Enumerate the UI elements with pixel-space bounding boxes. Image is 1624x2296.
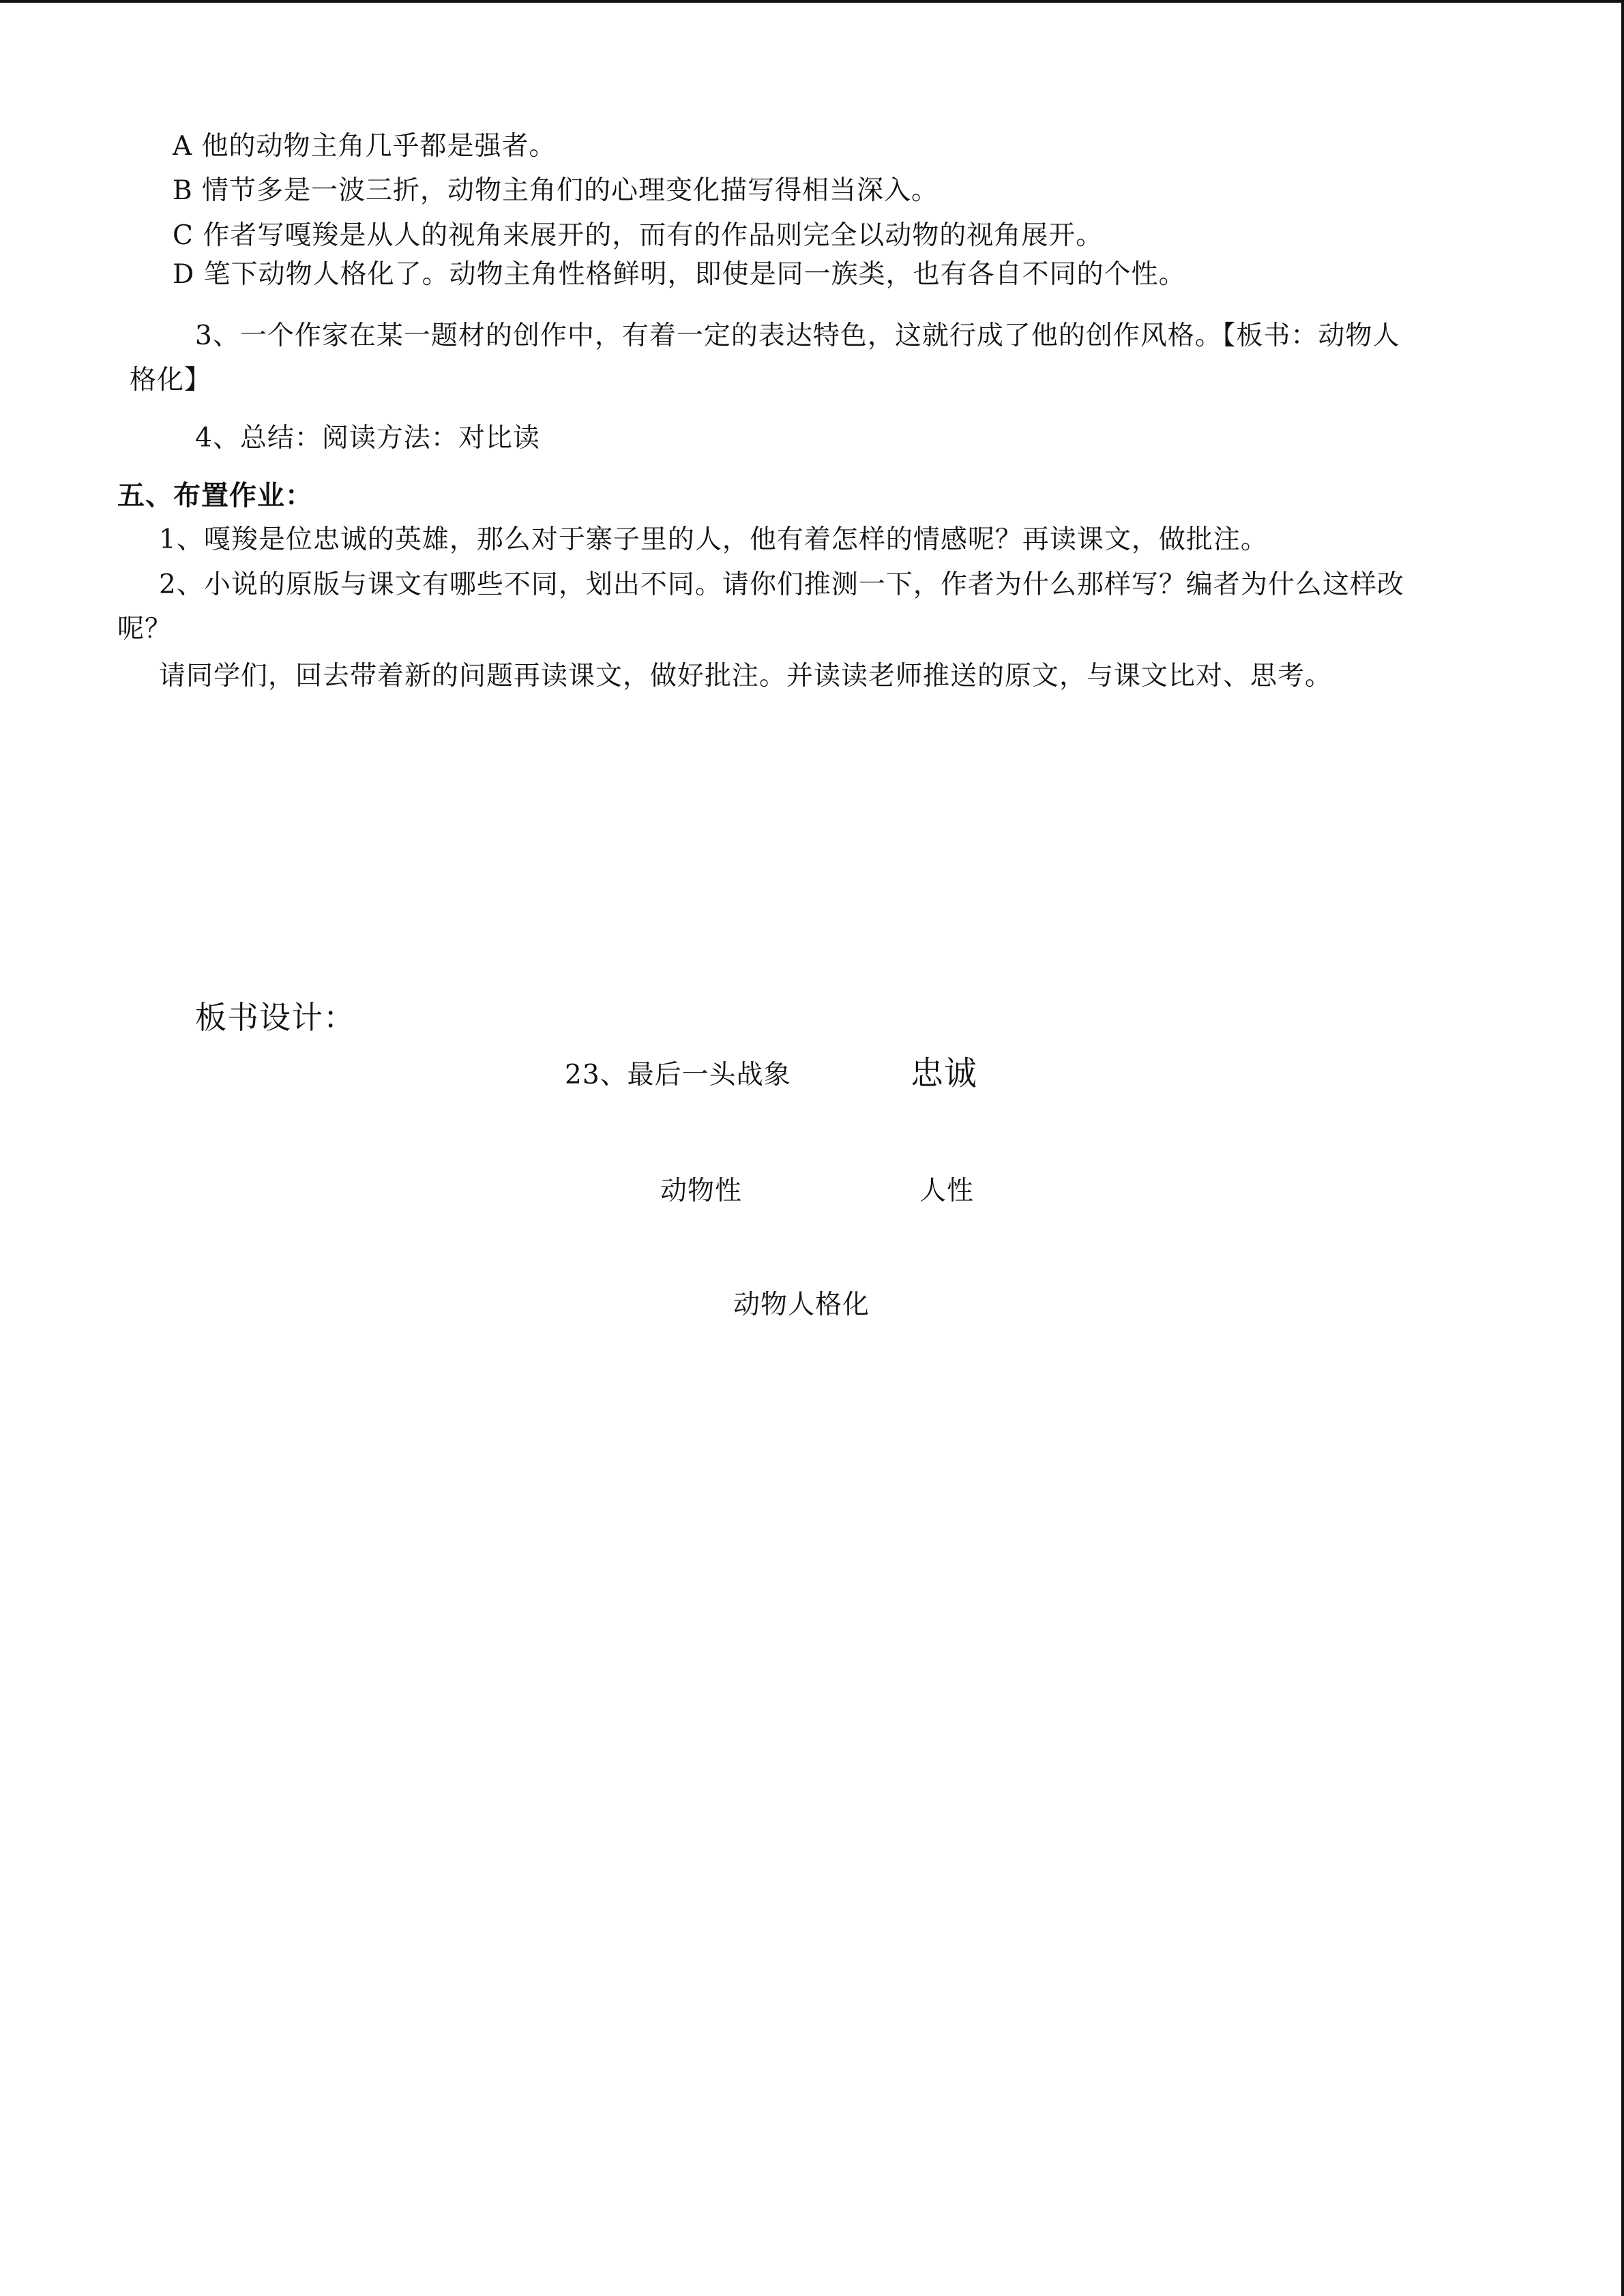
board-human-nature: 人性 — [919, 1176, 975, 1206]
homework-item-2-line1: 2、小说的原版与课文有哪些不同，划出不同。请你们推测一下，作者为什么那样写？编者为什么这样改 — [159, 569, 1404, 600]
option-a: A 他的动物主角几乎都是强者。 — [173, 131, 557, 162]
option-b: B 情节多是一波三折，动物主角们的心理变化描写得相当深入。 — [173, 175, 939, 206]
page-right-border — [1621, 0, 1624, 2296]
point3-line2: 格化】 — [130, 365, 212, 396]
homework-closing: 请同学们，回去带着新的问题再读课文，做好批注。并读读老师推送的原文，与课文比对、思考。 — [159, 661, 1333, 691]
page-top-border — [0, 0, 1624, 3]
homework-heading: 五、布置作业： — [117, 480, 313, 511]
board-design-title: 板书设计： — [195, 999, 355, 1036]
point4-summary: 4、总结：阅读方法：对比读 — [195, 423, 540, 453]
board-personification: 动物人格化 — [733, 1289, 870, 1320]
homework-item-2-line2: 呢？ — [117, 614, 173, 644]
option-c: C 作者写嘎羧是从人的视角来展开的，而有的作品则完全以动物的视角展开。 — [173, 220, 1104, 251]
board-lesson-title: 23、最后一头战象 — [565, 1060, 791, 1090]
board-loyal: 忠诚 — [911, 1054, 978, 1092]
option-d: D 笔下动物人格化了。动物主角性格鲜明，即使是同一族类，也有各自不同的个性。 — [173, 259, 1186, 290]
board-animal-nature: 动物性 — [660, 1176, 743, 1206]
point3-line1: 3、一个作家在某一题材的创作中，有着一定的表达特色，这就行成了他的创作风格。【板书：动物人 — [195, 320, 1400, 351]
homework-item-1: 1、嘎羧是位忠诚的英雄，那么对于寨子里的人，他有着怎样的情感呢？再读课文，做批注。 — [159, 524, 1268, 555]
